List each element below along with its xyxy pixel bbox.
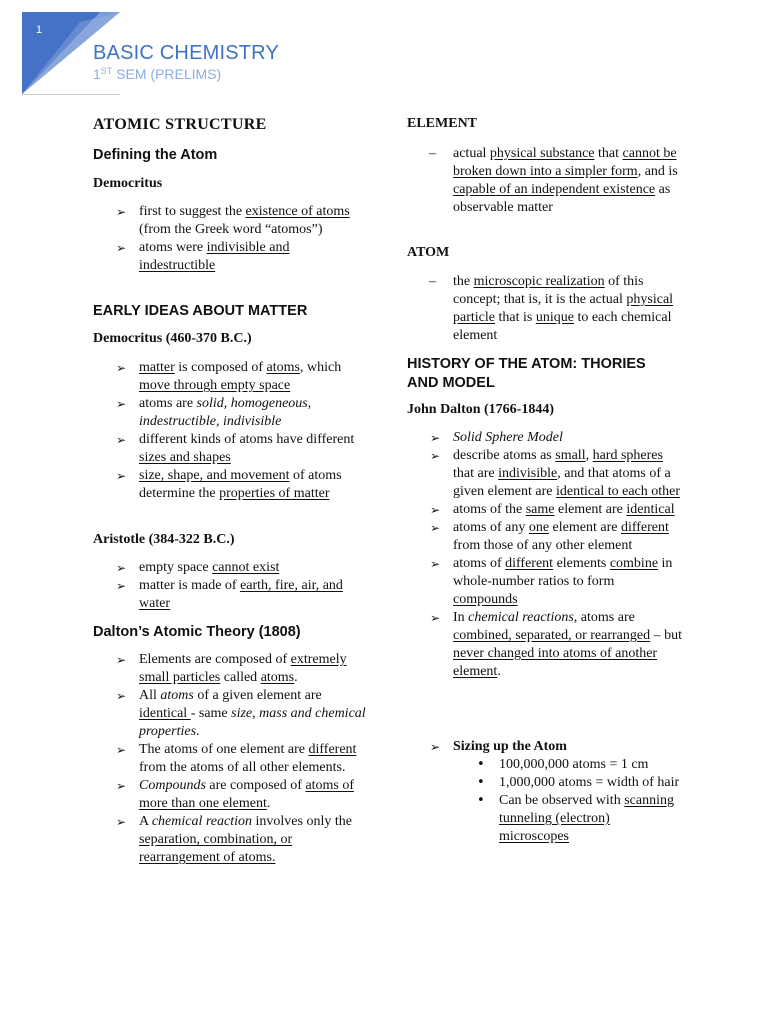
heading-atom: ATOM <box>407 245 450 260</box>
heading-aristotle: Aristotle (384-322 B.C.) <box>93 532 235 547</box>
list-item: ➢ empty space cannot exist <box>93 559 368 577</box>
page-number: 1 <box>36 24 43 36</box>
list-item: ➢ A chemical reaction involves only the separation, combination, or rearrangement of atoms. <box>93 813 368 867</box>
list-item: ➢ Solid Sphere Model <box>407 429 682 447</box>
democritus-list <box>93 203 368 275</box>
section-title-atomic-structure: ATOMIC STRUCTURE <box>93 116 267 133</box>
list-item: ➢ Elements are composed of extremely small particles called atoms. <box>93 651 368 687</box>
list-item: ➢ matter is composed of atoms, which move through empty space <box>93 359 368 395</box>
heading-element: ELEMENT <box>407 116 478 131</box>
heading-democritus-dates: Democritus (460-370 B.C.) <box>93 331 252 346</box>
list-item: ➢ atoms of any one element are different from those of any other element <box>407 519 682 555</box>
list-item: ➢ atoms of different elements combine in whole-number ratios to form compounds <box>407 555 682 609</box>
list-item: • 1,000,000 atoms = width of hair <box>453 774 682 792</box>
aristotle-list <box>93 559 368 613</box>
list-item: ➢ size, shape, and movement of atoms determine the properties of matter <box>93 467 368 503</box>
list-item: ➢ different kinds of atoms have different sizes and shapes <box>93 431 368 467</box>
john-dalton-list <box>407 429 682 681</box>
heading-democritus: Democritus <box>93 176 163 191</box>
list-item: • Can be observed with scanning tunneling (electron) microscopes <box>453 792 682 846</box>
heading-john-dalton: John Dalton (1766-1844) <box>407 402 555 417</box>
list-item: ➢ first to suggest the existence of atoms (from the Greek word “atomos”) <box>93 203 368 239</box>
list-item: ➢ atoms of the same element are identical <box>407 501 682 519</box>
heading-sizing-atom: Sizing up the Atom <box>453 739 567 754</box>
list-item: – actual physical substance that cannot be broken down into a simpler form, and is capable of an independent existence as observable matter <box>407 145 682 217</box>
atom-definition-list <box>407 273 682 345</box>
list-item: ➢ describe atoms as small, hard spheres that are indivisible, and that atoms of a given element are identical to each other <box>407 447 682 501</box>
element-definition-list <box>407 145 682 217</box>
democritus-ideas-list <box>93 359 368 503</box>
list-item: ➢ All atoms of a given element are identical - same size, mass and chemical properties. <box>93 687 368 741</box>
document-title: BASIC CHEMISTRY <box>93 42 279 64</box>
heading-defining-atom: Defining the Atom <box>93 147 218 163</box>
list-item: ➢ The atoms of one element are different from the atoms of all other elements. <box>93 741 368 777</box>
sizing-list <box>407 738 682 846</box>
list-item-sizing <box>407 738 682 846</box>
heading-early-ideas: EARLY IDEAS ABOUT MATTER <box>93 303 308 319</box>
list-item: ➢ atoms were indivisible and indestructible <box>93 239 368 275</box>
list-item: ➢ Compounds are composed of atoms of more than one element. <box>93 777 368 813</box>
list-item: – the microscopic realization of this concept; that is, it is the actual physical particle that is unique to each chemical element <box>407 273 682 345</box>
header-divider <box>22 94 120 95</box>
heading-history-atom: HISTORY OF THE ATOM: THORIES AND MODEL <box>407 356 646 391</box>
dalton-theory-list <box>93 651 368 867</box>
list-item: • 100,000,000 atoms = 1 cm <box>453 756 682 774</box>
sizing-sub-list <box>453 756 682 846</box>
document-subtitle: 1ST SEM (PRELIMS) <box>93 66 222 82</box>
list-item: ➢ atoms are solid, homogeneous, indestructible, indivisible <box>93 395 368 431</box>
list-item: ➢ matter is made of earth, fire, air, and water <box>93 577 368 613</box>
heading-dalton-theory: Dalton’s Atomic Theory (1808) <box>93 624 301 640</box>
list-item: ➢ In chemical reactions, atoms are combined, separated, or rearranged – but never changed into atoms of another element. <box>407 609 682 681</box>
